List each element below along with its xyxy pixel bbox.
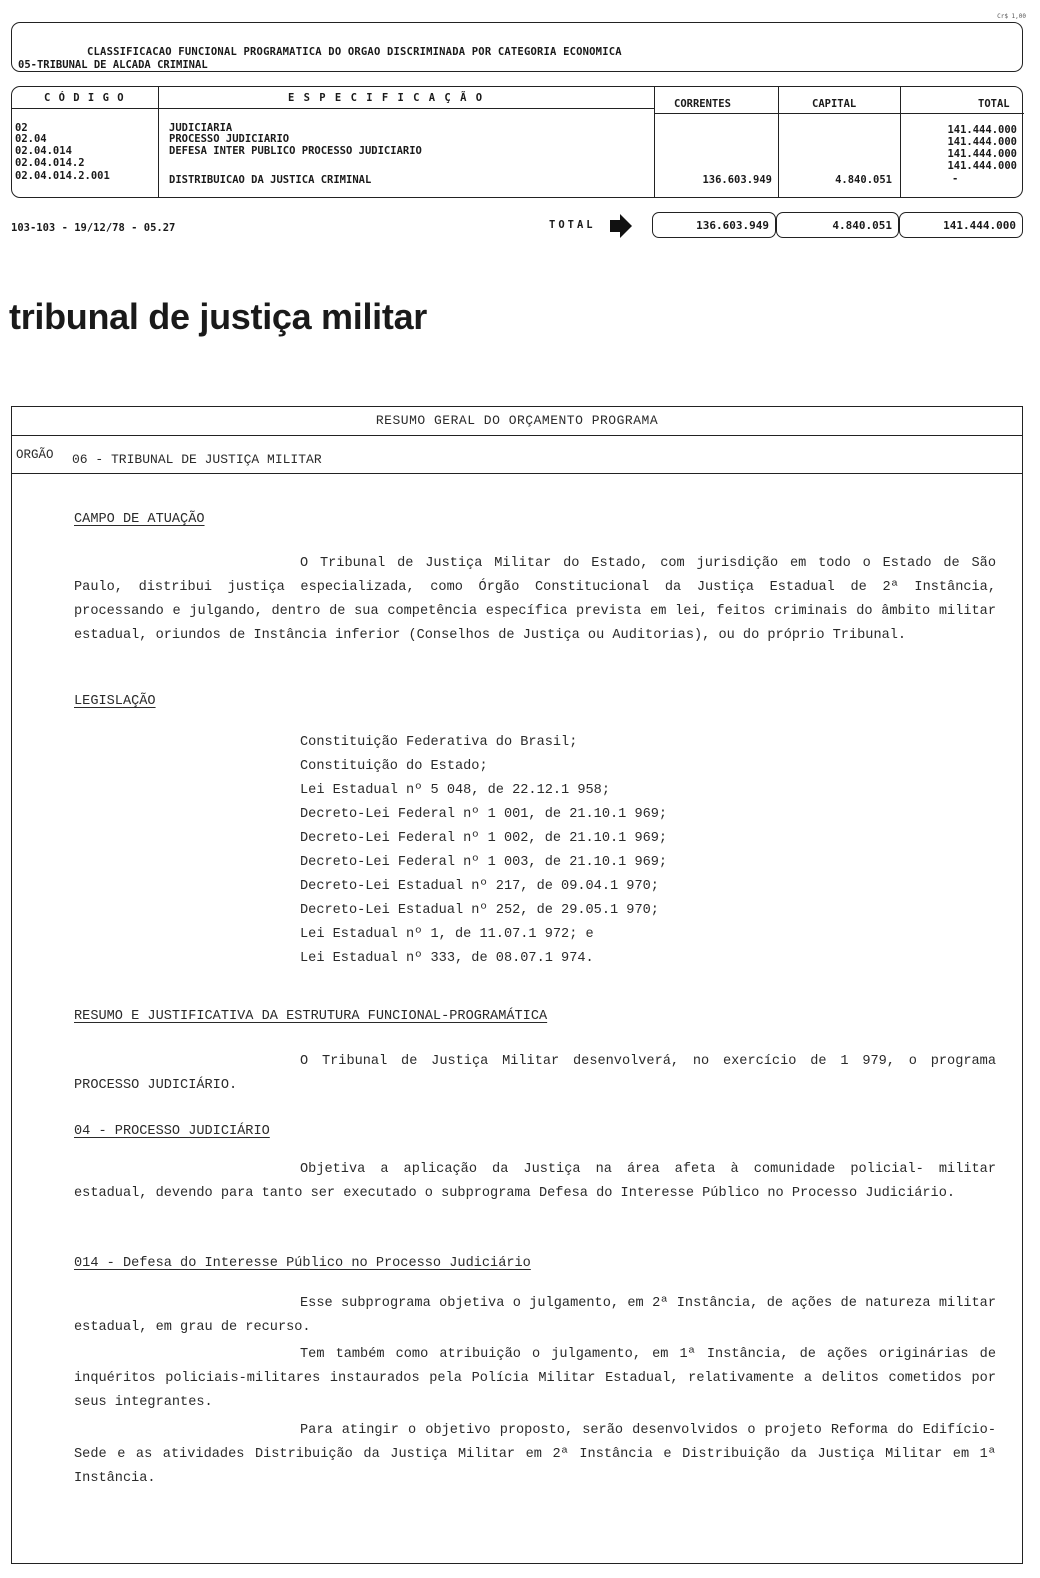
subprograma-paragraph-1 <box>74 1292 996 1340</box>
table-cell-code: 02.04 <box>15 133 47 145</box>
currency-unit-mark: Cr$ 1,00 <box>997 13 1026 20</box>
classification-header-box <box>11 22 1023 72</box>
budget-table <box>11 86 1023 198</box>
column-divider <box>158 87 159 197</box>
table-cell-total: 141.444.000 <box>947 148 1017 160</box>
legislacao-item: Lei Estadual nº 5 048, de 22.12.1 958; <box>300 783 610 798</box>
section-heading: tribunal de justiça militar <box>9 296 427 337</box>
table-cell-correntes: 136.603.949 <box>702 174 772 186</box>
legislacao-item: Constituição do Estado; <box>300 759 488 774</box>
column-header-total: TOTAL <box>978 98 1010 110</box>
subprograma-paragraph-3 <box>74 1419 996 1491</box>
total-total: 141.444.000 <box>899 212 1023 238</box>
programa-heading: 04 - PROCESSO JUDICIÁRIO <box>74 1124 270 1139</box>
legislacao-item: Decreto-Lei Federal nº 1 002, de 21.10.1 969; <box>300 831 668 846</box>
column-header-codigo: C Ó D I G O <box>44 92 125 104</box>
total-correntes: 136.603.949 <box>652 212 776 238</box>
table-cell-code: 02.04.014 <box>15 145 72 157</box>
subprograma-text-3: Para atingir o objetivo proposto, serão desenvolvidos o projeto Reforma do Edifício-Sede e as atividades Distribuição da Justiça Militar em 2ª Instância e Distribuição da Justiça Militar em 1ª Instância. <box>74 1423 996 1486</box>
table-cell-total: 141.444.000 <box>947 136 1017 148</box>
divider <box>12 473 1022 474</box>
total-label: TOTAL <box>549 219 596 231</box>
column-header-correntes: CORRENTES <box>674 98 731 110</box>
subprograma-heading: 014 - Defesa do Interesse Público no Processo Judiciário <box>74 1256 531 1271</box>
legislacao-item: Decreto-Lei Estadual nº 252, de 29.05.1 970; <box>300 903 659 918</box>
legislacao-item: Lei Estadual nº 333, de 08.07.1 974. <box>300 951 594 966</box>
table-cell-code: 02.04.014.2 <box>15 157 85 169</box>
legislacao-item: Lei Estadual nº 1, de 11.07.1 972; e <box>300 927 594 942</box>
column-divider <box>900 87 901 197</box>
resumo-title: RESUMO GERAL DO ORÇAMENTO PROGRAMA <box>375 413 659 428</box>
campo-text: O Tribunal de Justiça Militar do Estado, com jurisdição em todo o Estado de São Paulo, distribui justiça especializada, como Órgão Constitucional da Justiça Estadual de 2ª Instância, processando e julgando, dentro de sua competência específica prevista em lei, feitos criminais do âmbito militar estadual, oriundos de Instância inferior (Conselhos de Justiça ou Auditorias), ou do próprio Tribunal. <box>74 556 996 643</box>
orgao-label: ORGÃO <box>16 448 54 462</box>
programa-text: Objetiva a aplicação da Justiça na área afeta à comunidade policial- militar estadual, devendo para tanto ser executado o subprograma Defesa do Interesse Público no Processo Judiciário. <box>74 1162 996 1201</box>
divider <box>12 435 1022 436</box>
programa-paragraph <box>74 1158 996 1206</box>
column-header-especificacao: E S P E C I F I C A Ç Ã O <box>288 92 484 104</box>
table-cell-code: 02.04.014.2.001 <box>15 170 110 182</box>
table-cell-spec: DEFESA INTER PUBLICO PROCESSO JUDICIARIO <box>169 145 422 157</box>
table-cell-total: - <box>952 173 959 185</box>
estrutura-paragraph <box>74 1050 996 1098</box>
orgao-value: 06 - TRIBUNAL DE JUSTIÇA MILITAR <box>72 452 322 467</box>
header-divider <box>158 108 654 109</box>
legislacao-item: Decreto-Lei Federal nº 1 003, de 21.10.1 969; <box>300 855 668 870</box>
table-cell-spec: PROCESSO JUDICIARIO <box>169 133 290 145</box>
legislacao-heading: LEGISLAÇÃO <box>74 694 156 709</box>
subprograma-paragraph-2 <box>74 1343 996 1415</box>
legislacao-item: Constituição Federativa do Brasil; <box>300 735 578 750</box>
table-cell-capital: 4.840.051 <box>835 174 892 186</box>
estrutura-text: O Tribunal de Justiça Militar desenvolverá, no exercício de 1 979, o programa PROCESSO JUDICIÁRIO. <box>74 1054 996 1093</box>
legislacao-item: Decreto-Lei Federal nº 1 001, de 21.10.1 969; <box>300 807 668 822</box>
header-divider <box>12 108 158 109</box>
classification-title: CLASSIFICACAO FUNCIONAL PROGRAMATICA DO ORGAO DISCRIMINADA POR CATEGORIA ECONOMICA <box>87 46 622 58</box>
column-header-capital: CAPITAL <box>812 98 857 110</box>
subprograma-text-2: Tem também como atribuição o julgamento, em 1ª Instância, de ações originárias de inquéritos policiais-militares instaurados pela Polícia Militar Estadual, relativamente a delitos cometidos por seus integrantes. <box>74 1347 996 1410</box>
resumo-frame <box>11 406 1023 1564</box>
classification-organ: 05-TRIBUNAL DE ALCADA CRIMINAL <box>18 59 208 71</box>
total-capital: 4.840.051 <box>776 212 899 238</box>
table-cell-spec: JUDICIARIA <box>169 122 233 134</box>
subprograma-text-1: Esse subprograma objetiva o julgamento, em 2ª Instância, de ações de natureza militar estadual, em grau de recurso. <box>74 1296 996 1335</box>
table-cell-spec: DISTRIBUICAO DA JUSTICA CRIMINAL <box>169 174 372 186</box>
arrow-right-icon <box>608 212 634 244</box>
table-cell-total: 141.444.000 <box>947 124 1017 136</box>
table-cell-code: 02 <box>15 122 28 134</box>
campo-heading: CAMPO DE ATUAÇÃO <box>74 512 205 527</box>
campo-paragraph <box>74 552 996 648</box>
table-cell-total: 141.444.000 <box>947 160 1017 172</box>
estrutura-heading: RESUMO E JUSTIFICATIVA DA ESTRUTURA FUNCIONAL-PROGRAMÁTICA <box>74 1009 548 1024</box>
report-footer-code: 103-103 - 19/12/78 - 05.27 <box>11 222 176 234</box>
header-divider <box>654 113 1024 114</box>
legislacao-item: Decreto-Lei Estadual nº 217, de 09.04.1 970; <box>300 879 659 894</box>
